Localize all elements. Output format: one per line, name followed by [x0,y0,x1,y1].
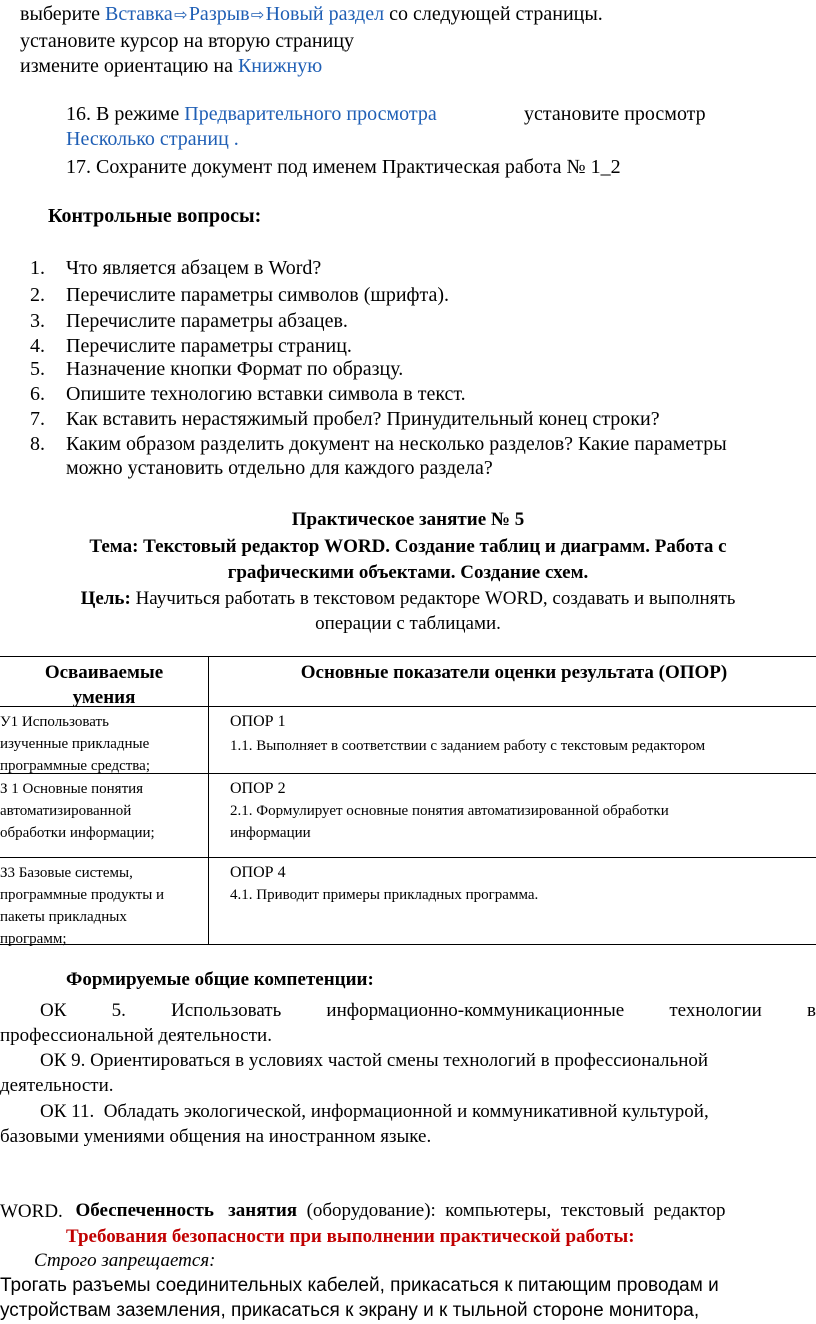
competency-ok11: ОК 11. Обладать экологической, информационной и коммуникативной культурой, [40,1101,709,1122]
table-row: З3 Базовые системы, программные продукты и пакеты прикладных программ; [0,865,165,947]
step-16-middle: установите просмотр [524,103,706,125]
table-border-row [0,857,816,858]
table-cell-desc: 1.1. Выполняет в соответствии с заданием работу с текстовым редактором [230,738,706,754]
competency-ok9-cont: деятельности. [0,1075,114,1096]
menu-break: Разрыв [188,3,250,25]
multiple-pages-option: Несколько страниц . [66,128,239,150]
table-cell-desc: 4.1. Приводит примеры прикладных программа. [230,887,539,903]
equipment: Обеспеченность занятия (оборудование): компьютеры, текстовый редактор [75,1200,726,1221]
step-17: 17. Сохраните документ под именем Практическая работа № 1_2 [66,156,621,178]
practice-goal-line2: операции с таблицами. [315,613,501,634]
table-header-left: Осваиваемые [44,662,164,683]
equipment-cont: WORD. [0,1201,63,1222]
safety-forbidden: Строго запрещается: [34,1250,216,1271]
practice-topic-line2: графическими объектами. Создание схем. [227,562,589,583]
table-column-divider [208,656,209,945]
table-row: З 1 Основные понятия автоматизированной обработки информации; [0,781,155,841]
practice-title: Практическое занятие № 5 [291,509,525,530]
questions-heading: Контрольные вопросы: [48,205,262,227]
step-16: 16. В режиме Предварительного просмотра [66,103,437,125]
table-cell-desc: 2.1. Формулирует основные понятия автоматизированной обработки информации [230,803,669,841]
instruction-insert-break: выберите Вставка⇨Разрыв⇨Новый раздел со следующей страницы. [20,3,603,25]
table-header-right: Основные показатели оценки результата (ОПОР) [300,662,728,683]
competency-ok9: ОК 9. Ориентироваться в условиях частой смены технологий в профессиональной [40,1050,709,1071]
table-header-left-2: умения [72,687,136,708]
competency-ok5: ОК 5. Использовать информационно-коммуникационные технологии в [40,1000,816,1021]
menu-insert: Вставка [105,3,173,25]
arrow-right-icon: ⇨ [250,5,265,24]
instruction-cursor: установите курсор на вторую страницу [20,30,355,52]
safety-line2: устройствам заземления, прикасаться к экрану и к тыльной стороне монитора, [0,1300,700,1321]
orientation-portrait: Книжную [237,55,323,77]
competency-ok5-cont: профессиональной деятельности. [0,1025,272,1046]
menu-new-section: Новый раздел [265,3,385,25]
safety-heading: Требования безопасности при выполнении практической работы: [66,1226,635,1247]
practice-goal: Цель: Научиться работать в текстовом редакторе WORD, создавать и выполнять [80,588,736,609]
preview-mode: Предварительного просмотра [184,103,437,125]
table-cell-code: ОПОР 1 [230,713,286,730]
table-cell-code: ОПОР 4 [230,864,286,881]
table-row: У1 Использовать изученные прикладные программные средства; [0,714,151,774]
table-cell-code: ОПОР 2 [230,780,286,797]
list-item-continuation: можно установить отдельно для каждого раздела? [66,457,493,479]
competency-ok11-cont: базовыми умениями общения на иностранном языке. [0,1126,432,1147]
competencies-heading: Формируемые общие компетенции: [66,969,374,990]
table-border-top [0,656,816,657]
safety-line1: Трогать разъемы соединительных кабелей, прикасаться к питающим проводам и [0,1275,719,1296]
instruction-orientation: измените ориентацию на Книжную [20,55,323,77]
arrow-right-icon: ⇨ [174,5,188,24]
practice-topic-line1: Тема: Текстовый редактор WORD. Создание таблиц и диаграмм. Работа с [89,536,727,557]
